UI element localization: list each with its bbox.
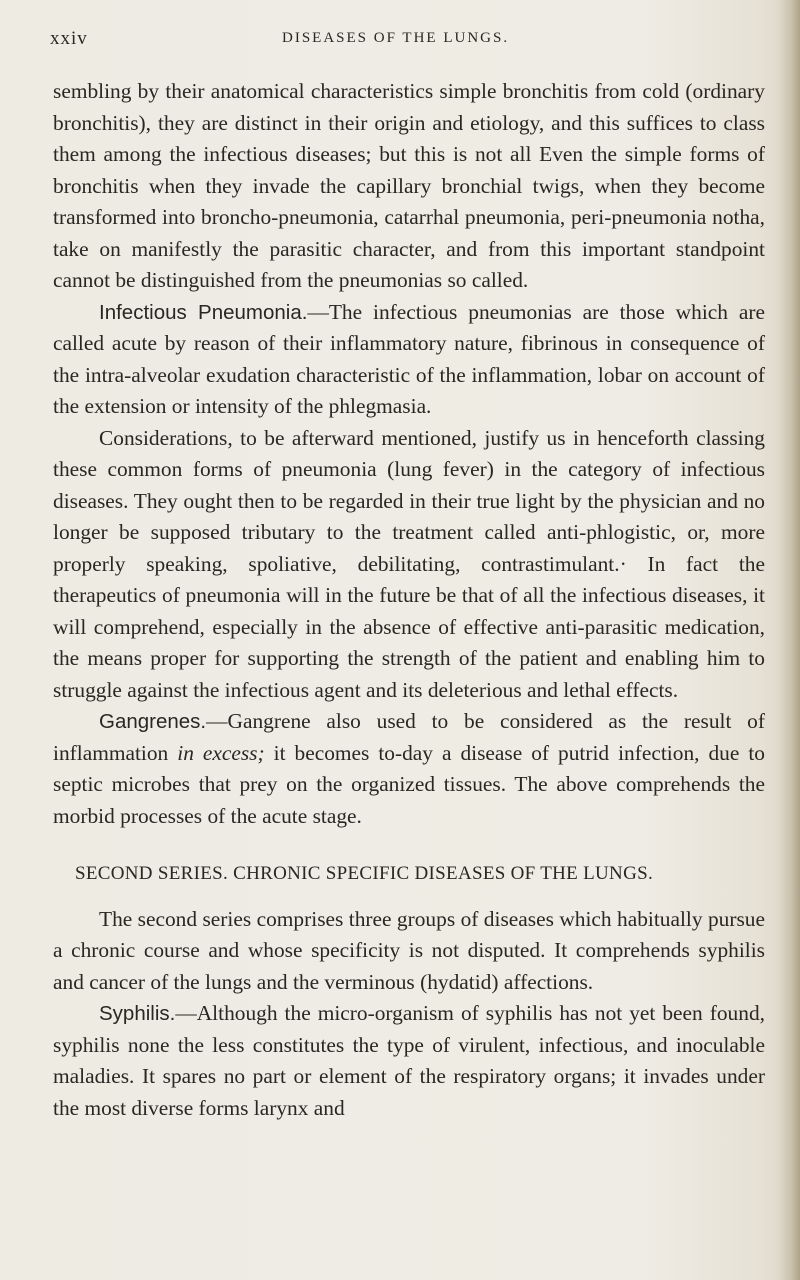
- paragraph-body: —Gangrene also used to be considered as the result of inflammation: [53, 709, 765, 765]
- paragraph-infectious-pneumonia: [53, 297, 765, 423]
- paragraph-body: —The infectious pneumonias are those which are called acute by reason of their inflammatory nature, fibrinous in consequence of the intra-alveolar exudation characteristic of the inflammation, lobar on account of the extension or intensity of the phlegmasia.: [53, 299, 765, 418]
- italic-phrase: in excess;: [177, 740, 265, 765]
- page-number: xxiv: [50, 28, 88, 49]
- paragraph-considerations: Considerations, to be afterward mentioned, justify us in henceforth classing these common forms of pneumonia (lung fever) in the category of infectious diseases. They ought then to be regarded in their true light by the physician and no longer be supposed tributary to the treatment called anti-phlogistic, or, more properly speaking, spoliative, debilitating, contrastimulant.· In fact the therapeutics of pneumonia will in the future be that of all the infectious diseases, it will comprehend, especially in the absence of effective anti-parasitic medication, the means proper for supporting the strength of the patient and enabling him to struggle against the infectious agent and its deleterious and lethal effects.: [53, 425, 765, 702]
- paragraph-syphilis: [53, 998, 765, 1124]
- body-text: [53, 76, 765, 1124]
- running-title: DISEASES OF THE LUNGS.: [282, 30, 510, 46]
- paragraph-second-series: The second series comprises three groups of diseases which habitually pursue a chronic course and whose specificity is not disputed. It comprehends syphilis and cancer of the lungs and the verminous (hydatid) affections.: [53, 906, 765, 994]
- paragraph-gangrenes: [53, 706, 765, 832]
- running-head: [50, 28, 770, 58]
- heading-infectious-pneumonia: Infectious Pneumonia.: [99, 300, 308, 324]
- section-heading: SECOND SERIES. CHRONIC SPECIFIC DISEASES OF THE LUNGS.: [75, 863, 654, 884]
- paragraph-body: it becomes to-day a disease of putrid infection, due to septic microbes that prey on the organized tissues. The above comprehends the morbid processes of the acute stage.: [53, 740, 765, 828]
- heading-syphilis: Syphilis.: [99, 1002, 176, 1025]
- heading-gangrenes: Gangrenes.: [99, 710, 207, 733]
- page-edge-shadow: [778, 0, 800, 1280]
- paragraph-body: —Although the micro-organism of syphilis has not yet been found, syphilis none the less constitutes the type of virulent, infectious, and inoculable maladies. It spares no part or element of the respiratory organs; it invades under the most diverse forms larynx and: [53, 1001, 765, 1120]
- paragraph-continuation: sembling by their anatomical characteristics simple bronchitis from cold (ordinary bronchitis), they are distinct in their origin and etiology, and this suffices to class them among the infectious diseases; but this is not all Even the simple forms of bronchitis when they invade the capillary bronchial twigs, when they become transformed into broncho-pneumonia, catarrhal pneumonia, peri-pneumonia notha, take on manifestly the parasitic character, and from this important standpoint cannot be distinguished from the pneumonias so called.: [53, 79, 765, 292]
